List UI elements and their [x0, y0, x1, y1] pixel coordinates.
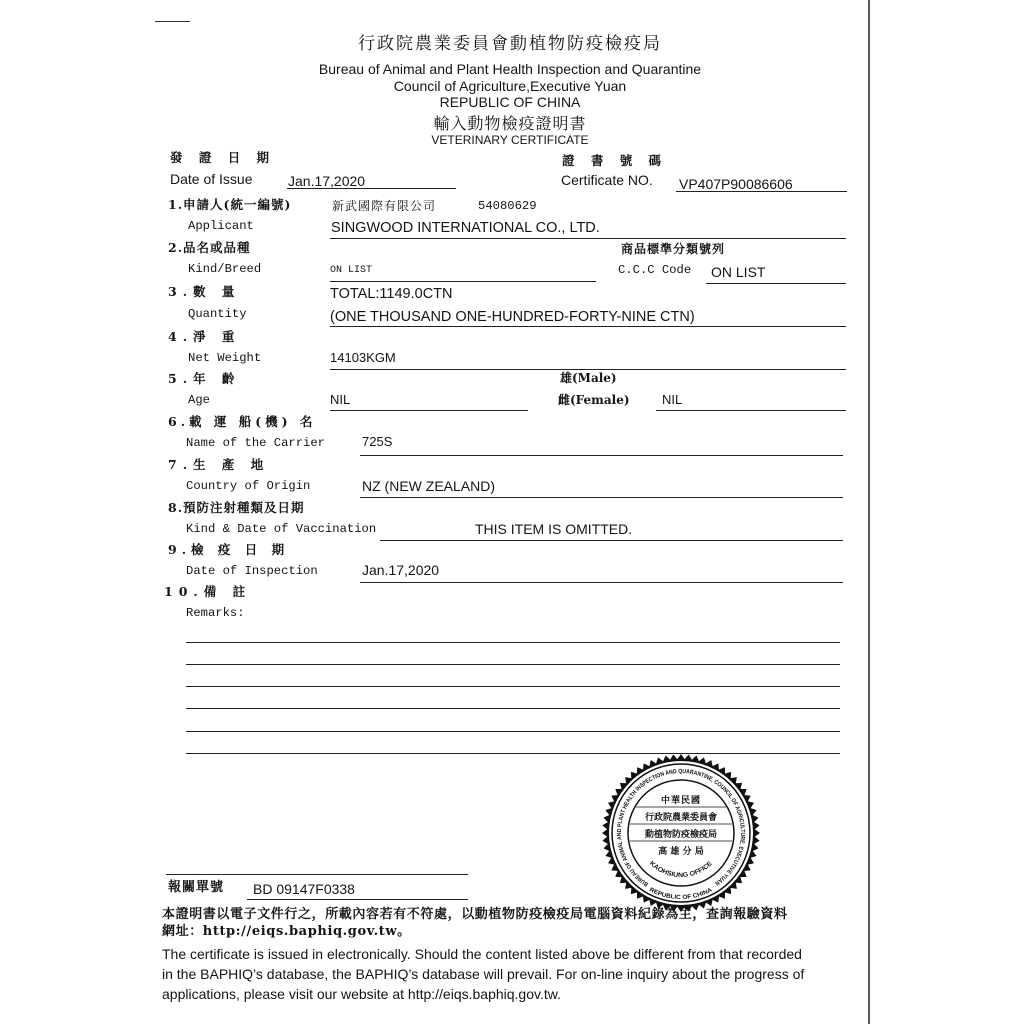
inspection-label-zh: 9.檢 疫 日 期: [168, 542, 290, 557]
applicant-label: Applicant: [188, 219, 254, 233]
date-of-issue-label: Date of Issue: [170, 171, 253, 187]
certificate-no-underline: [676, 191, 847, 192]
customs-label: 報關單號: [168, 880, 225, 895]
remarks-line: [186, 642, 840, 643]
customs-underline: [247, 899, 468, 900]
seal-line-3: 動植物防疫檢疫局: [644, 830, 718, 840]
official-seal: [601, 753, 761, 913]
vaccination-value: THIS ITEM IS OMITTED.: [475, 521, 633, 537]
seal-line-4: 高 雄 分 局: [658, 847, 704, 857]
kind-breed-underline: [330, 281, 596, 282]
age-underline: [330, 410, 528, 411]
notice-en-line-2: in the BAPHIQ’s database, the BAPHIQ’s database will prevail. For on-line inquiry about the progress of: [162, 966, 805, 982]
remarks-line: [186, 664, 840, 665]
bureau-title-en: Bureau of Animal and Plant Health Inspection and Quarantine: [318, 61, 702, 77]
seal-office-path: KAOHSIUNG OFFICE: [648, 860, 714, 880]
quantity-total: TOTAL:1149.0CTN: [330, 286, 453, 302]
carrier-underline: [360, 455, 843, 456]
country-title-en: REPUBLIC OF CHINA: [439, 94, 581, 110]
kind-breed-label-zh: 2.品名或品種: [168, 240, 251, 255]
seal-line-2: 行政院農業委員會: [644, 813, 718, 823]
inspection-underline: [360, 582, 843, 583]
remarks-line: [186, 686, 840, 687]
carrier-label: Name of the Carrier: [186, 436, 325, 450]
remarks-line: [186, 731, 840, 732]
vaccination-label: Kind & Date of Vaccination: [186, 522, 377, 536]
remarks-label-zh: 10.備 註: [164, 584, 252, 599]
certificate-no-value: VP407P90086606: [679, 176, 793, 192]
kind-breed-label: Kind/Breed: [188, 262, 262, 276]
net-weight-label-zh: 4.淨 重: [168, 329, 241, 344]
date-of-issue-value: Jan.17,2020: [288, 173, 366, 189]
carrier-value: 725S: [362, 434, 393, 449]
inspection-value: Jan.17,2020: [362, 562, 440, 578]
council-title-en: Council of Agriculture,Executive Yuan: [393, 78, 627, 94]
quantity-label-zh: 3.數 量: [168, 284, 241, 299]
bureau-title-zh: 行政院農業委員會動植物防疫檢疫局: [358, 34, 662, 54]
applicant-underline: [330, 238, 846, 239]
origin-label-zh: 7.生 產 地: [168, 457, 270, 472]
applicant-name-en: SINGWOOD INTERNATIONAL CO., LTD.: [331, 220, 600, 236]
sex-underline: [656, 410, 846, 411]
male-label: 雄(Male): [560, 371, 617, 385]
ccc-code-label-zh: 商品標準分類號列: [621, 242, 726, 256]
net-weight-value: 14103KGM: [330, 350, 396, 365]
origin-underline: [360, 497, 843, 498]
carrier-label-zh: 6.載 運 船(機) 名: [168, 414, 317, 429]
applicant-tax-id: 54080629: [478, 199, 537, 213]
remarks-line: [186, 708, 840, 709]
certificate-no-label-zh: 證 書 號 碼: [562, 153, 668, 168]
document-title-zh: 輸入動物檢疫證明書: [433, 114, 587, 133]
sex-value: NIL: [662, 392, 683, 407]
notice-en-line-3: applications, please visit our website at http://eiqs.baphiq.gov.tw.: [162, 986, 561, 1002]
certificate-no-label: Certificate NO.: [561, 172, 653, 188]
ccc-code-label: C.C.C Code: [618, 263, 692, 277]
document-title-en: VETERINARY CERTIFICATE: [431, 133, 589, 147]
origin-label: Country of Origin: [186, 479, 311, 493]
origin-value: NZ (NEW ZEALAND): [362, 478, 495, 494]
quantity-label: Quantity: [188, 307, 247, 321]
seal-ring-bottom-path: REPUBLIC OF CHINA: [648, 887, 714, 902]
net-weight-label: Net Weight: [188, 351, 262, 365]
applicant-label-zh: 1.申請人(統一編號): [168, 197, 292, 212]
age-label-zh: 5.年 齡: [168, 371, 241, 386]
age-label: Age: [188, 393, 210, 407]
net-weight-underline: [330, 369, 846, 370]
date-of-issue-label-zh: 發 證 日 期: [170, 150, 276, 165]
seal-ring-text-path: BUREAU OF ANIMAL AND PLANT HEALTH INSPECTION AND QUARANTINE, COUNCIL OF AGRICULTURE, EXECUTIVE YUAN: [616, 768, 746, 887]
notice-zh-line-1: 本證明書以電子文件行之，所載內容若有不符處，以動植物防疫檢疫局電腦資料紀錄為主，查詢報驗資料: [162, 907, 788, 922]
date-of-issue-underline: [287, 188, 456, 189]
quantity-underline: [330, 326, 846, 327]
customs-top-rule: [166, 874, 468, 875]
quantity-words: (ONE THOUSAND ONE-HUNDRED-FORTY-NINE CTN): [330, 309, 695, 325]
notice-en-line-1: The certificate is issued in electronically. Should the content listed above be different from that recorded: [162, 946, 802, 962]
inspection-label: Date of Inspection: [186, 564, 318, 578]
paper-edge: [868, 0, 870, 1024]
vaccination-underline: [380, 540, 843, 541]
remarks-label: Remarks:: [186, 606, 245, 620]
vaccination-label-zh: 8.預防注射種類及日期: [168, 500, 305, 515]
age-value: NIL: [330, 392, 351, 407]
scan-mark: [155, 21, 190, 22]
customs-value: BD 09147F0338: [253, 881, 355, 897]
female-label: 雌(Female): [558, 393, 630, 407]
ccc-code-value: ON LIST: [711, 264, 766, 280]
notice-zh-line-2: 網址：http://eiqs.baphiq.gov.tw。: [162, 924, 411, 939]
seal-line-1: 中華民國: [660, 796, 702, 806]
kind-breed-value: ON LIST: [330, 265, 373, 276]
ccc-code-underline: [706, 283, 846, 284]
applicant-name-zh: 新武國際有限公司: [332, 199, 437, 213]
